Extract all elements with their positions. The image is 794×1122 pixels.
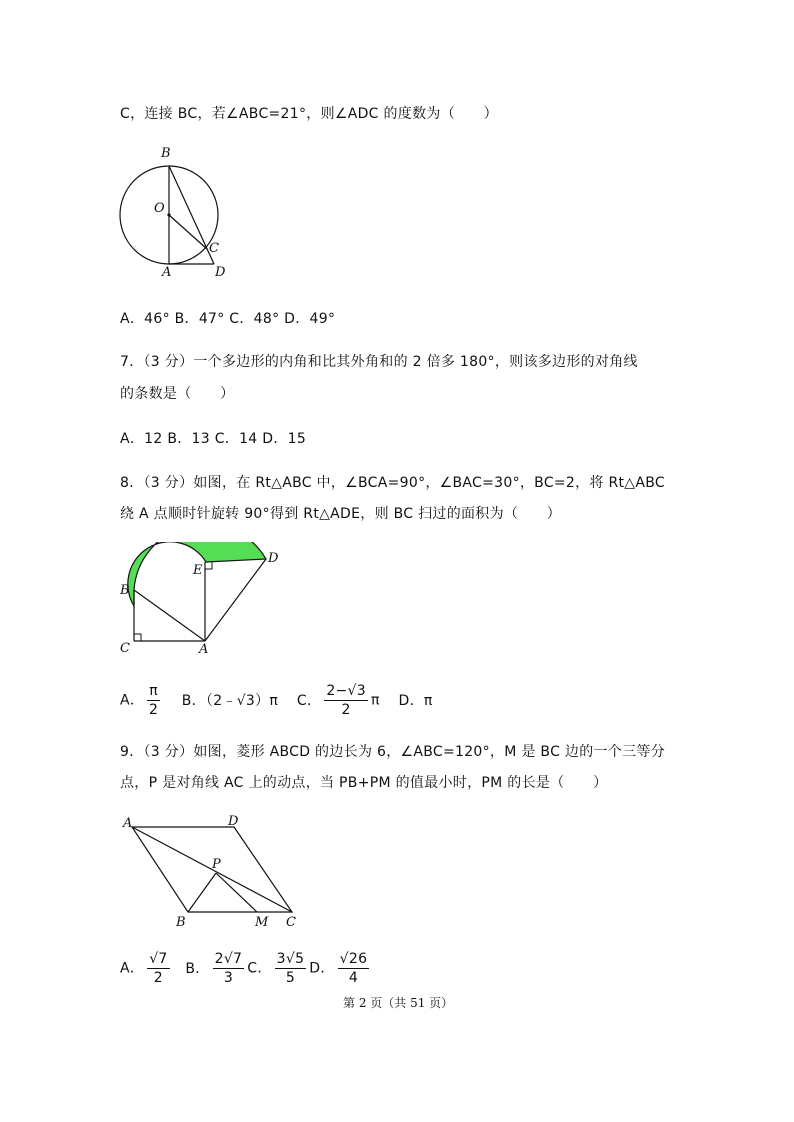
label-e: E <box>193 563 203 578</box>
q8-choices <box>120 682 433 719</box>
segment-ad <box>205 559 266 641</box>
q9-rhombus-figure <box>118 812 308 934</box>
q7-text-line1: 7．（3 分）一个多边形的内角和比其外角和的 2 倍多 180°，则该多边形的对角线 <box>120 354 638 370</box>
choice-a-fraction: $\frac{\pi}{2}$ <box>148 683 159 718</box>
choice-c-label: C． <box>247 960 272 977</box>
choice-a-label: A． <box>120 692 145 709</box>
choice-b: B．（2﹣√3）π <box>181 692 279 709</box>
q9-choices <box>120 950 372 987</box>
label-d: D <box>268 551 279 566</box>
choice-d: D．π <box>398 692 433 709</box>
segment-ba <box>134 590 205 641</box>
q7-text-line2: 的条数是（ ） <box>120 386 235 402</box>
label-c: C <box>120 641 130 656</box>
label-m: M <box>255 915 269 930</box>
label-a: A <box>162 265 172 280</box>
choice-d-fraction: $\frac{√26}{4}$ <box>339 951 368 986</box>
choice-c-fraction: $\frac{2-√3}{2}$ <box>326 683 366 718</box>
q9-text-line1: 9．（3 分）如图，菱形 ABCD 的边长为 6，∠ABC=120°，M 是 BC 边的一个三等分 <box>120 744 665 760</box>
q7-choices: A．12 B．13 C．14 D．15 <box>120 431 307 447</box>
choice-c-label: C． <box>296 692 322 709</box>
segment-pb <box>188 873 216 912</box>
page-footer: 第 2 页（共 51 页） <box>343 996 454 1010</box>
label-a: A <box>123 816 133 831</box>
choice-b-label: B． <box>185 960 210 977</box>
choice-a-label: A． <box>120 960 145 977</box>
label-a: A <box>199 642 209 657</box>
q8-text-line1: 8．（3 分）如图，在 Rt△ABC 中，∠BCA=90°，∠BAC=30°，BC=2，将 Rt△ABC <box>120 475 665 491</box>
label-o: O <box>154 201 165 216</box>
q6-text: C，连接 BC，若∠ABC=21°，则∠ADC 的度数为（ ） <box>120 106 498 122</box>
q9-text-line2: 点，P 是对角线 AC 上的动点，当 PB+PM 的值最小时，PM 的长是（ ） <box>120 775 608 791</box>
choice-c-pi: π <box>370 692 380 709</box>
label-p: P <box>212 857 221 872</box>
q6-choices: A．46° B．47° C．48° D．49° <box>120 311 336 327</box>
label-b: B <box>176 915 186 930</box>
choice-b-fraction: $\frac{2√7}{3}$ <box>214 951 243 986</box>
label-d: D <box>228 814 239 829</box>
q6-circle-figure <box>112 142 242 282</box>
segment-oc <box>169 215 207 249</box>
q8-rotation-figure <box>115 542 285 660</box>
segment-pm <box>216 873 257 912</box>
choice-c-fraction: $\frac{3√5}{5}$ <box>276 951 305 986</box>
choice-a-fraction: $\frac{√7}{2}$ <box>149 951 168 986</box>
label-c: C <box>209 241 219 256</box>
label-b: B <box>161 146 171 161</box>
label-b: B <box>120 583 130 598</box>
choice-d-label: D． <box>309 960 335 977</box>
label-d: D <box>215 265 226 280</box>
segment-bd <box>169 166 214 264</box>
label-c: C <box>286 915 296 930</box>
q8-text-line2: 绕 A 点顺时针旋转 90°得到 Rt△ADE，则 BC 扫过的面积为（ ） <box>120 506 562 522</box>
